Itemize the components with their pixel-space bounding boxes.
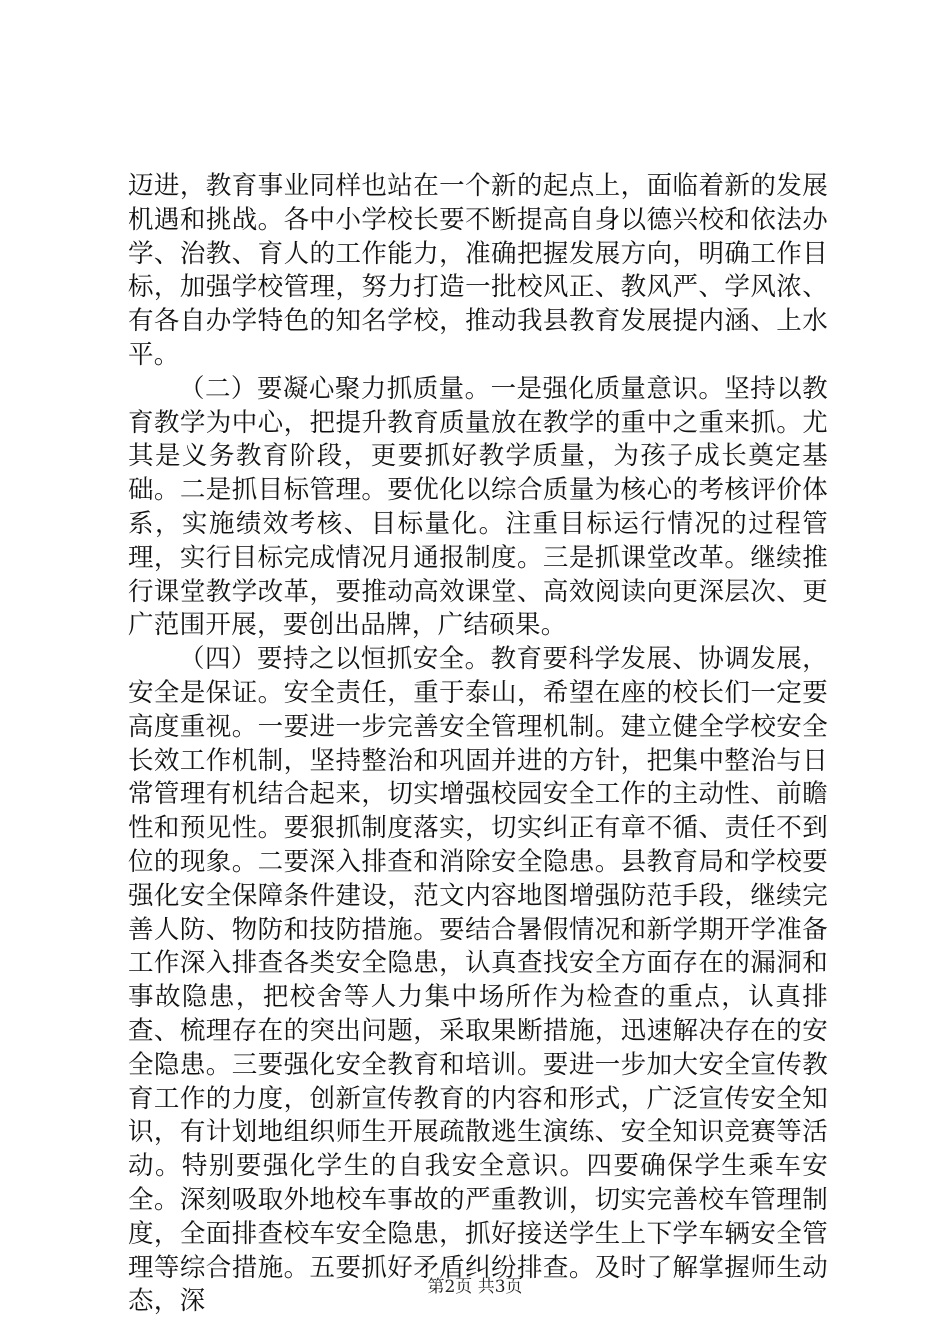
paragraph-3: （四）要持之以恒抓安全。教育要科学发展、协调发展，安全是保证。安全责任，重于泰山，希望在座的校长们一定要高度重视。一要进一步完善安全管理机制。建立健全学校安全长效工作机制，坚持整治和巩固并进的方针，把集中整治与日常管理有机结合起来，切实增强校园安全工作的主动性、前瞻性和预见性。要狠抓制度落实，切实纠正有章不循、责任不到位的现象。二要深入排查和消除安全隐患。县教育局和学校要强化安全保障条件建设，范文内容地图增强防范手段，继续完善人防、物防和技防措施。要结合暑假情况和新学期开学准备工作深入排查各类安全隐患，认真查找安全方面存在的漏洞和事故隐患，把校舍等人力集中场所作为检查的重点，认真排查、梳理存在的突出问题，采取果断措施，迅速解决存在的安全隐患。三要强化安全教育和培训。要进一步加大安全宣传教育工作的力度，创新宣传教育的内容和形式，广泛宣传安全知识，有计划地组织师生开展疏散逃生演练、安全知识竞赛等活动。特别要强化学生的自我安全意识。四要确保学生乘车安全。深刻吸取外地校车事故的严重教训，切实完善校车管理制度，全面排查校车安全隐患，抓好接送学生上下学车辆安全管理等综合措施。五要抓好矛盾纠纷排查。及时了解掌握师生动态，深 <box>128 644 828 1317</box>
body-text <box>128 170 828 1319</box>
paragraph-2: （二）要凝心聚力抓质量。一是强化质量意识。坚持以教育教学为中心，把提升教育质量放在教学的重中之重来抓。尤其是义务教育阶段，更要抓好教学质量，为孩子成长奠定基础。二是抓目标管理。要优化以综合质量为核心的考核评价体系，实施绩效考核、目标量化。注重目标运行情况的过程管理，实行目标完成情况月通报制度。三是抓课堂改革。继续推行课堂教学改革，要推动高效课堂、高效阅读向更深层次、更广范围开展，要创出品牌，广结硕果。 <box>128 373 828 641</box>
page-footer: 第2页 共3页 <box>427 1277 523 1297</box>
paragraph-1: 迈进，教育事业同样也站在一个新的起点上，面临着新的发展机遇和挑战。各中小学校长要不断提高自身以德兴校和依法办学、治教、育人的工作能力，准确把握发展方向，明确工作目标，加强学校管理，努力打造一批校风正、教风严、学风浓、有各自办学特色的知名学校，推动我县教育发展提内涵、上水平。 <box>128 171 828 370</box>
